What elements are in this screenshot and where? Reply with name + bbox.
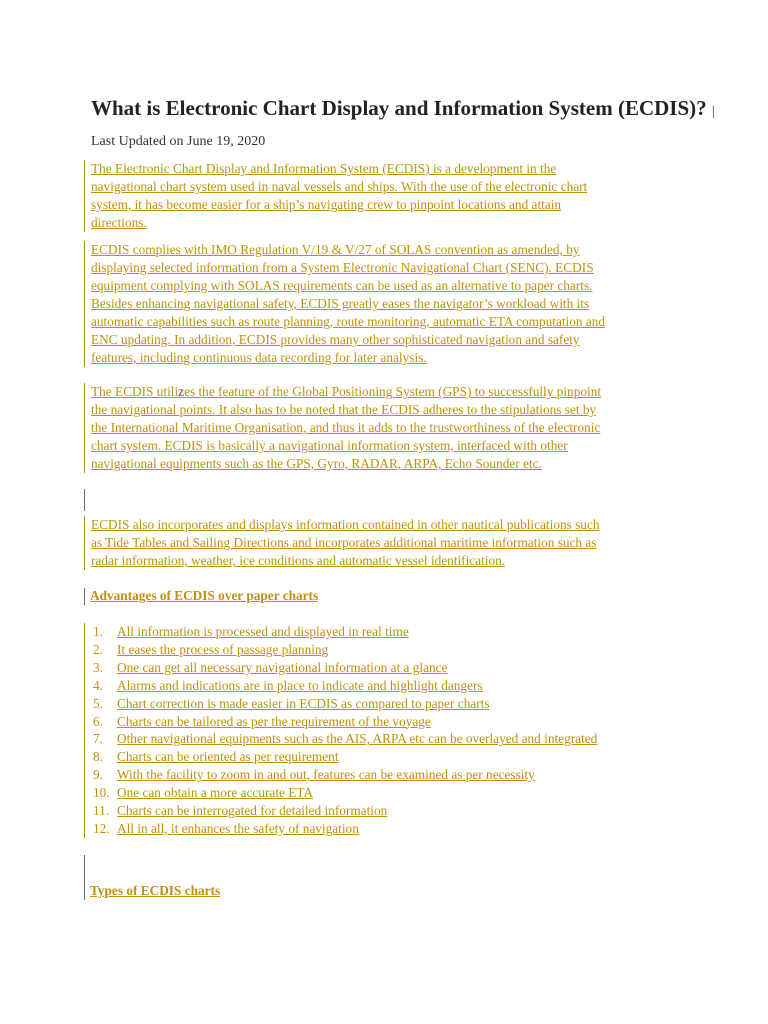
list-item-text: With the facility to zoom in and out, features can be examined as per necessity: [117, 767, 535, 783]
list-item-number: 10.: [93, 785, 110, 801]
list-item[interactable]: [93, 730, 713, 748]
paragraph-line[interactable]: as Tide Tables and Sailing Directions and incorporates additional maritime information such as: [91, 535, 597, 550]
paragraph-gps: [84, 383, 691, 473]
types-heading[interactable]: Types of ECDIS charts: [90, 883, 221, 898]
list-item[interactable]: [93, 820, 713, 838]
paragraph-line[interactable]: ENC updating. In addition, ECDIS provides many other sophisticated navigation and safety: [91, 332, 580, 347]
paragraph-line[interactable]: chart system. ECDIS is basically a navigational information system, interfaced with other: [91, 438, 568, 453]
paragraph-publications: [84, 516, 691, 570]
paragraph-line[interactable]: The Electronic Chart Display and Information System (ECDIS) is a development in the: [91, 161, 557, 176]
paragraph-text: The ECDIS utili: [91, 384, 179, 399]
list-item-number: 8.: [93, 749, 103, 765]
list-item-text: Charts can be interrogated for detailed information: [117, 803, 388, 819]
list-item-text: Chart correction is made easier in ECDIS as compared to paper charts: [117, 695, 490, 711]
paragraph-text: z: [178, 384, 185, 399]
heading-marker-bar: [84, 588, 85, 605]
list-item[interactable]: [93, 695, 713, 713]
paragraph-text: es the feature of the Global Positioning System (GPS) to successfully pinpoint: [184, 384, 602, 399]
list-item-text: Other navigational equipments such as the AIS, ARPA etc can be overlayed and integrated: [117, 731, 598, 747]
paragraph-line[interactable]: navigational equipments such as the GPS, Gyro, RADAR, ARPA, Echo Sounder etc.: [91, 456, 542, 471]
list-item-text: All information is processed and displayed in real time: [117, 624, 409, 639]
paragraph-line[interactable]: navigational chart system used in naval vessels and ships. With the use of the electronic chart: [91, 179, 588, 194]
paragraph-intro: [84, 160, 691, 232]
paragraph-solas: [84, 241, 691, 367]
list-item-text: Charts can be tailored as per the requirement of the voyage: [117, 713, 431, 729]
paragraph-line[interactable]: directions.: [91, 215, 147, 230]
list-item-number: 12.: [93, 820, 110, 836]
list-item[interactable]: [93, 641, 713, 659]
list-item[interactable]: [93, 802, 713, 820]
list-item-number: 5.: [93, 695, 103, 711]
paragraph-line[interactable]: ECDIS also incorporates and displays information contained in other nautical publications such: [91, 517, 600, 532]
list-item[interactable]: [93, 623, 713, 641]
list-item[interactable]: [93, 659, 713, 677]
list-item-text: One can obtain a more accurate ETA: [117, 785, 314, 801]
list-item[interactable]: [93, 748, 713, 766]
paragraph-line[interactable]: the navigational points. It also has to be noted that the ECDIS adheres to the stipulations set by: [91, 402, 597, 417]
list-item[interactable]: [93, 677, 713, 695]
list-item-number: 4.: [93, 677, 103, 693]
paragraph-line[interactable]: automatic capabilities such as route planning, route monitoring, automatic ETA computation and: [91, 314, 606, 329]
paragraph-line[interactable]: displaying selected information from a System Electronic Navigational Chart (SENC). ECDIS: [91, 260, 594, 275]
list-item-number: 2.: [93, 641, 103, 657]
paragraph-line[interactable]: ECDIS complies with IMO Regulation V/19 & V/27 of SOLAS convention as amended, by: [91, 242, 580, 257]
paragraph-line[interactable]: radar information, weather, ice conditions and automatic vessel identification.: [91, 553, 506, 568]
section-divider-bar: [84, 489, 85, 511]
list-item-text: All in all, it enhances the safety of navigation: [117, 820, 359, 836]
list-item-number: 3.: [93, 659, 103, 675]
list-item-number: 9.: [93, 767, 103, 783]
list-item-number: 6.: [93, 713, 103, 729]
list-item-text: It eases the process of passage planning: [117, 641, 329, 657]
advantages-heading[interactable]: Advantages of ECDIS over paper charts: [90, 588, 319, 603]
list-item-text: Charts can be oriented as per requirement: [117, 749, 339, 765]
advantages-list: [84, 623, 713, 838]
list-item[interactable]: [93, 713, 713, 731]
paragraph-line[interactable]: system, it has become easier for a ship’s navigating crew to pinpoint locations and attain: [91, 197, 562, 212]
paragraph-line[interactable]: Besides enhancing navigational safety, ECDIS greatly eases the navigator’s workload with its: [91, 296, 590, 311]
list-item-text: Alarms and indications are in place to indicate and highlight dangers: [117, 677, 483, 693]
list-item-text: One can get all necessary navigational information at a glance: [117, 659, 448, 675]
section-divider-bar: [84, 855, 85, 900]
paragraph-line[interactable]: the International Maritime Organisation, and thus it adds to the trustworthiness of the electronic: [91, 420, 601, 435]
list-item[interactable]: [93, 766, 713, 784]
list-item-number: 11.: [93, 803, 110, 819]
list-item-number: 1.: [93, 624, 103, 639]
list-item[interactable]: [93, 784, 713, 802]
paragraph-line[interactable]: equipment complying with SOLAS requirements can be used as an alternative to paper charts.: [91, 278, 593, 293]
article-title-text: What is Electronic Chart Display and Information System (ECDIS)?: [91, 96, 707, 120]
paragraph-line[interactable]: features, including continuous data recording for later analysis.: [91, 350, 427, 365]
last-updated-label: | Last Updated on June 19, 2020: [91, 104, 715, 149]
article-title: [91, 95, 731, 155]
paragraph-line[interactable]: [91, 383, 691, 401]
list-item-number: 7.: [93, 731, 103, 747]
